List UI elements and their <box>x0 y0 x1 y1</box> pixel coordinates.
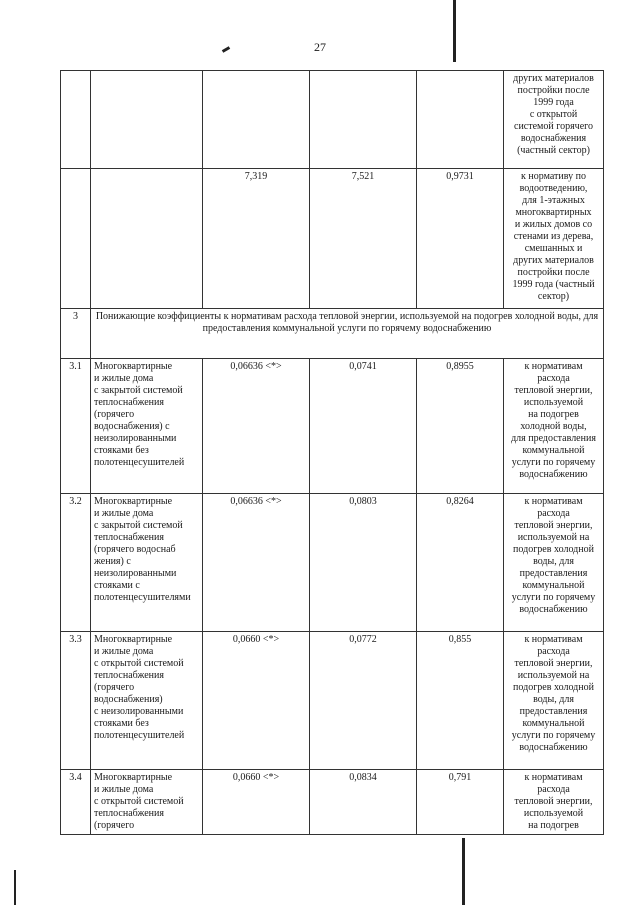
table-row <box>61 632 604 770</box>
scan-mark-bottom <box>462 838 465 905</box>
row-value-1: 0,0660 <*> <box>203 770 310 835</box>
row-number: 3.3 <box>61 632 91 770</box>
page-number: 27 <box>314 40 326 54</box>
row-value-2: 0,0834 <box>310 770 417 835</box>
row-category: Многоквартирные и жилые дома с закрытой системой теплоснабжения (горячего водоснаб жения) с неизолированными стояками с полотенцесушителями <box>91 494 203 632</box>
row-value-2: 0,0741 <box>310 359 417 494</box>
scan-mark-left <box>14 870 16 905</box>
row-note: к нормативам расхода тепловой энергии, используемой на подогрев холодной воды, для предоставления коммунальной услуги по горячему водоснабжению <box>504 632 604 770</box>
row-number: 3.1 <box>61 359 91 494</box>
section-row <box>61 309 604 359</box>
row-coefficient: 0,855 <box>417 632 504 770</box>
scan-mark-top <box>453 0 456 62</box>
row-value-1: 0,0660 <*> <box>203 632 310 770</box>
table-row <box>61 71 604 169</box>
table-row <box>61 169 604 309</box>
row-value-2: 0,0803 <box>310 494 417 632</box>
table-row <box>61 494 604 632</box>
row-value-1 <box>203 71 310 169</box>
row-number: 3.2 <box>61 494 91 632</box>
row-value-2: 0,0772 <box>310 632 417 770</box>
row-coefficient: 0,8955 <box>417 359 504 494</box>
section-number: 3 <box>61 309 91 359</box>
row-note: к нормативу по водоотведению, для 1-этажных многоквартирных и жилых домов со стенами из дерева, смешанных и других материалов постройки после 1999 года (частный сектор) <box>504 169 604 309</box>
row-coefficient: 0,791 <box>417 770 504 835</box>
row-note: других материалов постройки после 1999 года с открытой системой горячего водоснабжения (частный сектор) <box>504 71 604 169</box>
row-value-1: 0,06636 <*> <box>203 494 310 632</box>
section-title: Понижающие коэффициенты к нормативам расхода тепловой энергии, используемой на подогрев холодной воды, для предоставления коммунальной услуги по горячему водоснабжению <box>91 309 604 359</box>
row-note: к нормативам расхода тепловой энергии, используемой на подогрев <box>504 770 604 835</box>
table-row <box>61 770 604 835</box>
row-coefficient: 0,9731 <box>417 169 504 309</box>
row-number: 3.4 <box>61 770 91 835</box>
row-number <box>61 169 91 309</box>
row-note: к нормативам расхода тепловой энергии, используемой на подогрев холодной воды, для предоставления коммунальной услуги по горячему водоснабжению <box>504 494 604 632</box>
row-category: Многоквартирные и жилые дома с закрытой системой теплоснабжения (горячего водоснабжения) с неизолированными стояками без полотенцесушителей <box>91 359 203 494</box>
row-coefficient <box>417 71 504 169</box>
row-value-2 <box>310 71 417 169</box>
row-coefficient: 0,8264 <box>417 494 504 632</box>
row-value-1: 0,06636 <*> <box>203 359 310 494</box>
row-note: к нормативам расхода тепловой энергии, используемой на подогрев холодной воды, для предоставления коммунальной услуги по горячему водоснабжению <box>504 359 604 494</box>
row-number <box>61 71 91 169</box>
row-category <box>91 169 203 309</box>
table-row <box>61 359 604 494</box>
row-value-1: 7,319 <box>203 169 310 309</box>
row-category: Многоквартирные и жилые дома с открытой системой теплоснабжения (горячего водоснабжения) с неизолированными стояками без полотенцесушителей <box>91 632 203 770</box>
norms-table <box>60 70 604 835</box>
row-value-2: 7,521 <box>310 169 417 309</box>
row-category <box>91 71 203 169</box>
row-category: Многоквартирные и жилые дома с открытой системой теплоснабжения (горячего <box>91 770 203 835</box>
